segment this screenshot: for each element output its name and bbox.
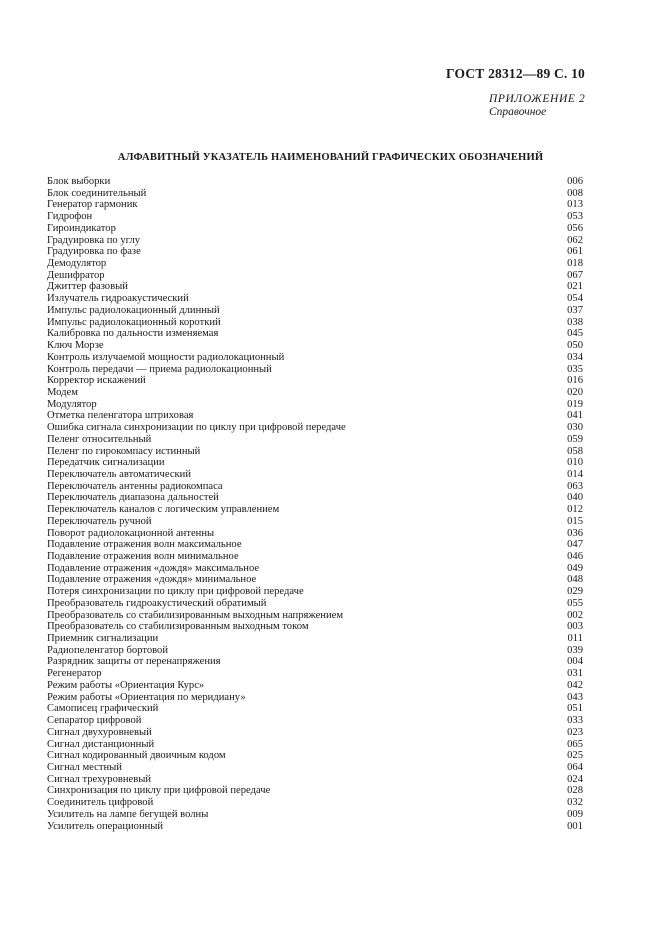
entry-code: 003 xyxy=(567,621,583,633)
entry-code: 055 xyxy=(567,597,583,609)
appendix-label xyxy=(489,93,585,119)
entry-name: Переключатель антенны радиокомпаса xyxy=(47,480,223,492)
entry-code: 034 xyxy=(567,351,583,363)
entry-code: 053 xyxy=(567,211,583,223)
entry-name: Передатчик сигнализации xyxy=(47,457,165,469)
entry-name: Подавление отражения «дождя» минимальное xyxy=(47,574,257,586)
entry-name: Преобразователь со стабилизированным выходным напряжением xyxy=(47,609,344,621)
index-entry xyxy=(47,457,583,469)
index-entry xyxy=(47,223,583,235)
entry-code: 065 xyxy=(567,738,583,750)
entry-name: Сепаратор цифровой xyxy=(47,715,142,727)
index-entry xyxy=(47,492,583,504)
entry-name: Соединитель цифровой xyxy=(47,797,154,809)
entry-code: 062 xyxy=(567,234,583,246)
entry-name: Сигнал двухуровневый xyxy=(47,726,152,738)
index-entry xyxy=(47,246,583,258)
entry-code: 035 xyxy=(567,363,583,375)
index-entry xyxy=(47,656,583,668)
index-entry xyxy=(47,750,583,762)
index-entry xyxy=(47,399,583,411)
index-entry-list xyxy=(47,176,583,832)
entry-name: Гидрофон xyxy=(47,211,93,223)
index-entry xyxy=(47,727,583,739)
index-entry xyxy=(47,574,583,586)
entry-code: 025 xyxy=(567,750,583,762)
entry-code: 046 xyxy=(567,551,583,562)
entry-name: Самописец графический xyxy=(47,703,159,715)
entry-name: Пеленг по гирокомпасу истинный xyxy=(47,445,201,457)
entry-code: 047 xyxy=(567,539,583,551)
index-entry xyxy=(47,469,583,481)
entry-name: Переключатель диапазона дальностей xyxy=(47,492,219,504)
index-title: АЛФАВИТНЫЙ УКАЗАТЕЛЬ НАИМЕНОВАНИЙ ГРАФИЧЕСКИХ ОБОЗНАЧЕНИЙ xyxy=(117,152,544,163)
entry-code: 045 xyxy=(567,328,583,340)
index-entry xyxy=(47,235,583,247)
index-entry xyxy=(47,504,583,516)
entry-code: 038 xyxy=(567,316,583,328)
entry-code: 004 xyxy=(567,656,583,668)
entry-code: 040 xyxy=(567,492,583,504)
entry-code: 050 xyxy=(567,340,583,352)
entry-name: Калибровка по дальности изменяемая xyxy=(47,328,219,340)
entry-code: 019 xyxy=(567,398,583,410)
index-entry xyxy=(47,258,583,270)
entry-name: Разрядник защиты от перенапряжения xyxy=(47,656,221,668)
index-entry xyxy=(47,340,583,352)
index-entry xyxy=(47,528,583,540)
index-entry xyxy=(47,293,583,305)
entry-name: Режим работы «Ориентация по меридиану» xyxy=(47,691,246,703)
index-entry xyxy=(47,481,583,493)
entry-code: 033 xyxy=(567,715,583,727)
entry-code: 043 xyxy=(567,691,583,703)
entry-name: Переключатель автоматический xyxy=(47,468,192,480)
index-entry xyxy=(47,176,583,188)
entry-code: 024 xyxy=(567,773,583,785)
entry-name: Блок соединительный xyxy=(47,187,147,199)
entry-code: 059 xyxy=(567,433,583,445)
entry-name: Сигнал трехуровневый xyxy=(47,773,152,785)
entry-code: 013 xyxy=(567,199,583,211)
index-entry xyxy=(47,305,583,317)
index-entry xyxy=(47,352,583,364)
entry-code: 001 xyxy=(567,820,583,832)
entry-code: 061 xyxy=(567,246,583,258)
index-entry xyxy=(47,774,583,786)
entry-name: Контроль передачи — приема радиолокационный xyxy=(47,363,272,375)
entry-code: 037 xyxy=(567,304,583,316)
entry-name: Ошибка сигнала синхронизации по циклу при цифровой передаче xyxy=(47,422,346,434)
entry-name: Переключатель каналов с логическим управлением xyxy=(47,504,280,516)
entry-name: Режим работы «Ориентация Курс» xyxy=(47,679,205,691)
entry-name: Гироиндикатор xyxy=(47,222,116,234)
entry-name: Контроль излучаемой мощности радиолокационный xyxy=(47,351,285,363)
entry-code: 067 xyxy=(567,269,583,281)
entry-code: 002 xyxy=(567,609,583,621)
entry-name: Радиопеленгатор бортовой xyxy=(47,644,169,656)
entry-code: 056 xyxy=(567,222,583,234)
entry-code: 041 xyxy=(567,410,583,422)
index-entry xyxy=(47,563,583,575)
entry-code: 016 xyxy=(567,375,583,387)
index-entry xyxy=(47,703,583,715)
entry-code: 029 xyxy=(567,586,583,598)
entry-code: 064 xyxy=(567,761,583,773)
index-entry xyxy=(47,516,583,528)
entry-code: 018 xyxy=(567,258,583,270)
entry-code: 058 xyxy=(567,445,583,457)
entry-name: Потеря синхронизации по циклу при цифровой передаче xyxy=(47,586,304,598)
entry-name: Генератор гармоник xyxy=(47,199,138,211)
entry-code: 039 xyxy=(567,644,583,656)
entry-name: Преобразователь со стабилизированным выходным током xyxy=(47,621,309,633)
index-entry xyxy=(47,410,583,422)
index-entry xyxy=(47,645,583,657)
entry-name: Демодулятор xyxy=(47,258,107,270)
entry-name: Регенератор xyxy=(47,668,102,680)
entry-name: Корректор искажений xyxy=(47,375,146,387)
index-entry xyxy=(47,821,583,833)
entry-code: 009 xyxy=(567,808,583,820)
entry-name: Подавление отражения «дождя» максимальное xyxy=(47,562,260,574)
index-entry xyxy=(47,446,583,458)
index-entry xyxy=(47,188,583,200)
index-entry xyxy=(47,715,583,727)
entry-name: Градуировка по углу xyxy=(47,234,141,246)
index-entry xyxy=(47,762,583,774)
index-entry xyxy=(47,680,583,692)
entry-code: 010 xyxy=(567,457,583,469)
index-entry xyxy=(47,211,583,223)
entry-code: 054 xyxy=(567,293,583,305)
entry-name: Отметка пеленгатора штриховая xyxy=(47,410,194,422)
index-entry xyxy=(47,668,583,680)
index-entry xyxy=(47,364,583,376)
index-entry xyxy=(47,199,583,211)
index-entry xyxy=(47,633,583,645)
entry-name: Импульс радиолокационный короткий xyxy=(47,316,221,328)
entry-name: Ключ Морзе xyxy=(47,340,104,352)
entry-name: Модем xyxy=(47,386,78,398)
entry-name: Преобразователь гидроакустический обратимый xyxy=(47,597,267,609)
entry-name: Блок выборки xyxy=(47,176,111,187)
entry-name: Импульс радиолокационный длинный xyxy=(47,304,220,316)
entry-code: 049 xyxy=(567,562,583,574)
index-entry xyxy=(47,739,583,751)
entry-code: 042 xyxy=(567,679,583,691)
entry-name: Излучатель гидроакустический xyxy=(47,293,189,305)
entry-name: Подавление отражения волн максимальное xyxy=(47,539,242,551)
index-entry xyxy=(47,375,583,387)
entry-name: Градуировка по фазе xyxy=(47,246,141,258)
index-entry xyxy=(47,328,583,340)
index-entry xyxy=(47,785,583,797)
index-entry xyxy=(47,422,583,434)
entry-name: Синхронизация по циклу при цифровой передаче xyxy=(47,785,271,797)
appendix-title: ПРИЛОЖЕНИЕ 2 xyxy=(489,93,586,105)
entry-code: 031 xyxy=(567,668,583,680)
index-entry xyxy=(47,621,583,633)
entry-code: 015 xyxy=(567,515,583,527)
index-entry xyxy=(47,281,583,293)
entry-code: 006 xyxy=(567,176,583,187)
entry-code: 014 xyxy=(567,468,583,480)
entry-name: Дешифратор xyxy=(47,269,105,281)
entry-code: 051 xyxy=(567,703,583,715)
entry-code: 012 xyxy=(567,504,583,516)
index-entry xyxy=(47,809,583,821)
index-entry xyxy=(47,692,583,704)
index-entry xyxy=(47,797,583,809)
entry-name: Поворот радиолокационной антенны xyxy=(47,527,215,539)
entry-code: 028 xyxy=(567,785,583,797)
entry-name: Модулятор xyxy=(47,398,97,410)
entry-name: Приемник сигнализации xyxy=(47,633,159,645)
entry-code: 063 xyxy=(567,480,583,492)
index-entry xyxy=(47,551,583,563)
entry-code: 020 xyxy=(567,386,583,398)
entry-name: Усилитель на лампе бегущей волны xyxy=(47,808,209,820)
standard-page-header: ГОСТ 28312—89 С. 10 xyxy=(446,66,585,81)
entry-code: 036 xyxy=(567,527,583,539)
entry-code: 011 xyxy=(567,633,583,645)
entry-name: Переключатель ручной xyxy=(47,515,152,527)
entry-name: Подавление отражения волн минимальное xyxy=(47,551,239,562)
appendix-subtitle: Справочное xyxy=(489,106,547,118)
index-entry xyxy=(47,610,583,622)
index-entry xyxy=(47,270,583,282)
entry-code: 023 xyxy=(567,726,583,738)
entry-code: 008 xyxy=(567,187,583,199)
entry-name: Усилитель операционный xyxy=(47,820,164,832)
entry-name: Сигнал местный xyxy=(47,761,122,773)
index-entry xyxy=(47,539,583,551)
entry-code: 048 xyxy=(567,574,583,586)
index-entry xyxy=(47,317,583,329)
index-entry xyxy=(47,598,583,610)
entry-code: 030 xyxy=(567,422,583,434)
entry-code: 032 xyxy=(567,797,583,809)
entry-name: Джиттер фазовый xyxy=(47,281,128,293)
index-entry xyxy=(47,586,583,598)
entry-name: Сигнал дистанционный xyxy=(47,738,155,750)
entry-code: 021 xyxy=(567,281,583,293)
index-entry xyxy=(47,434,583,446)
entry-name: Пеленг относительный xyxy=(47,433,152,445)
index-entry xyxy=(47,387,583,399)
entry-name: Сигнал кодированный двоичным кодом xyxy=(47,750,226,762)
